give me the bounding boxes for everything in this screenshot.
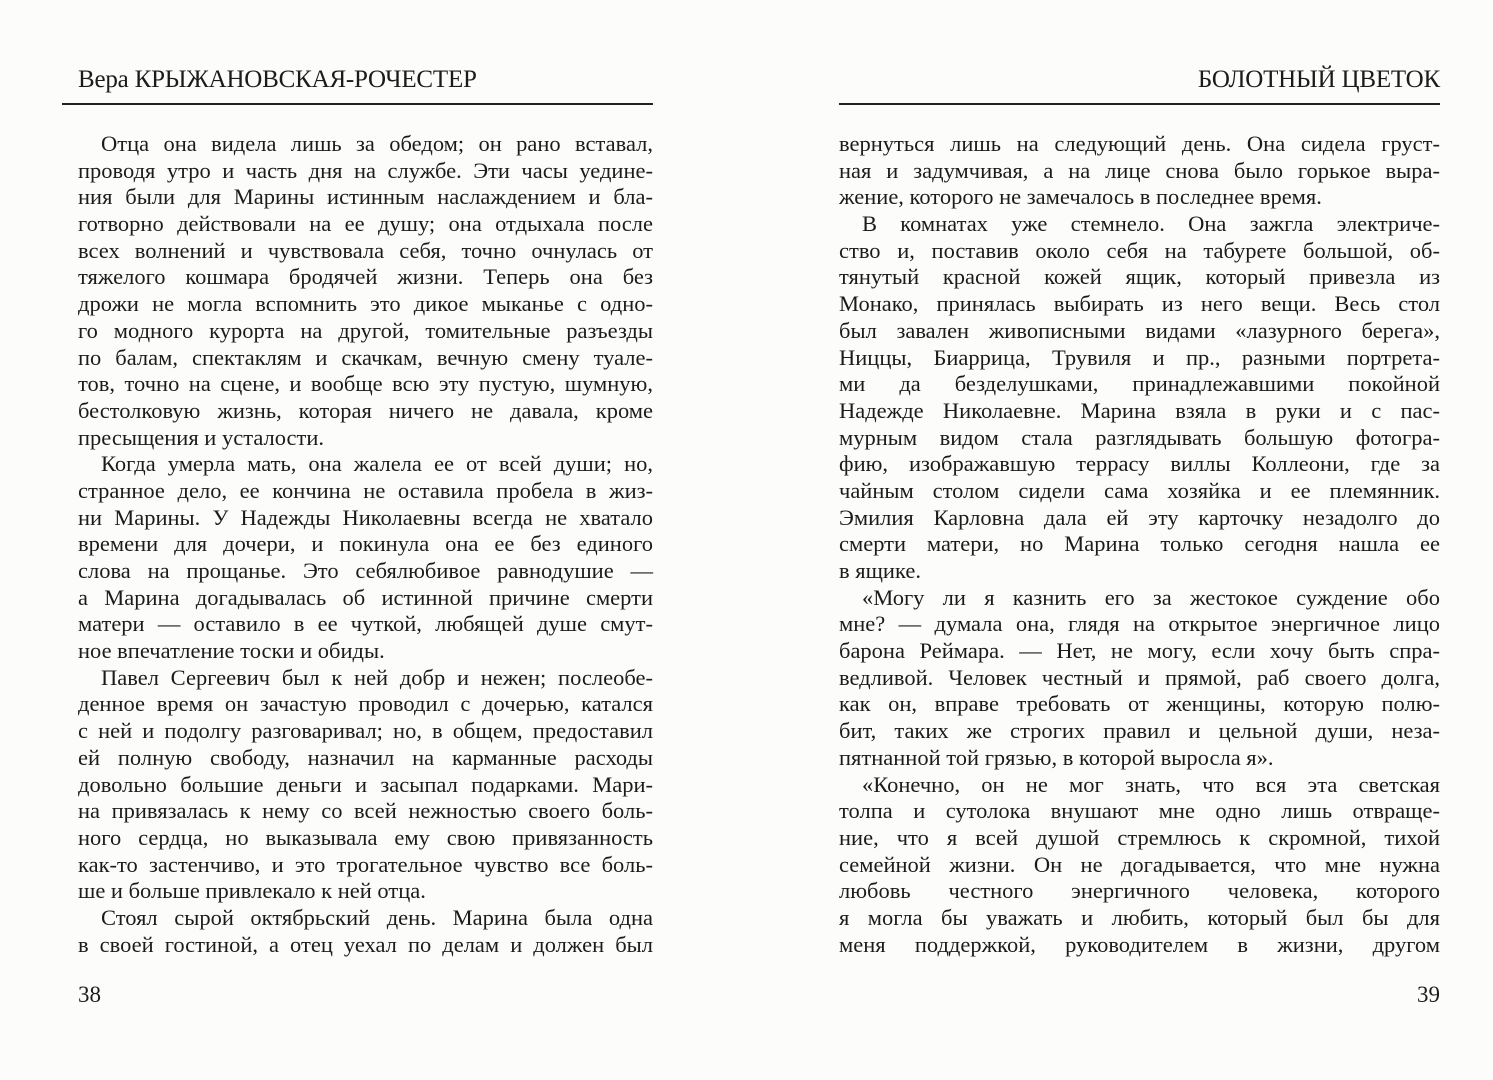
text-line: а Марина догадывалась об истинной причине смерти [78, 584, 653, 610]
text-line: мне? — думала она, глядя на открытое энергичное лицо [839, 611, 1440, 637]
text-line: был завален живописными видами «лазурного берега», [839, 317, 1440, 343]
paragraph [839, 772, 1440, 959]
text-line: всех волнений и чувствовала себя, точно очнулась от [78, 237, 653, 263]
text-line: на привязалась к нему со всей нежностью своего боль- [78, 798, 653, 824]
text-line: проводя утро и часть дня на службе. Эти часы уедине- [78, 157, 653, 183]
text-line: как-то застенчиво, и это трогательное чувство все боль- [78, 851, 653, 877]
text-line: любовь честного энергичного человека, которого [839, 878, 1440, 904]
text-line: чайным столом сидели сама хозяйка и ее племянник. [839, 477, 1440, 503]
text-line: ни Марины. У Надежды Николаевны всегда не хватало [78, 504, 653, 530]
text-line: Когда умерла мать, она жалела ее от всей души; но, [101, 451, 653, 477]
text-line: странное дело, ее кончина не оставила пробела в жиз- [78, 477, 653, 503]
text-line: дрожи не могла вспомнить это дикое мыканье с одно- [78, 291, 653, 317]
text-line: Стоял сырой октябрьский день. Марина была одна [101, 904, 653, 930]
text-line: смерти матери, но Марина только сегодня нашла ее [839, 531, 1440, 557]
text-line: Ниццы, Биаррица, Трувиля и пр., разными портрета- [839, 344, 1440, 370]
paragraph [78, 131, 653, 451]
text-line: бестолковую жизнь, которая ничего не давала, кроме [78, 397, 653, 423]
running-header-author: Вера КРЫЖАНОВСКАЯ-РОЧЕСТЕР [78, 66, 477, 93]
text-line: довольно большие деньги и засыпал подарками. Мари- [78, 771, 653, 797]
text-line: как он, вправе требовать от женщины, которую полю- [839, 691, 1440, 717]
text-line: толпа и сутолока внушают мне одно лишь отвраще- [839, 798, 1440, 824]
text-line: мурным видом стала разглядывать большую фотогра- [839, 424, 1440, 450]
text-line: Монако, принялась выбирать из него вещи. Весь стол [839, 291, 1440, 317]
page-number: 39 [1417, 982, 1440, 1007]
paragraph [839, 211, 1440, 585]
text-line: ей полную свободу, назначил на карманные расходы [78, 744, 653, 770]
paragraph [78, 905, 653, 958]
text-line: ние, что я всей душой стремлюсь к скромной, тихой [839, 824, 1440, 850]
text-line: ния были для Марины истинным наслаждением и бла- [78, 184, 653, 210]
text-line: Отца она видела лишь за обедом; он рано вставал, [101, 131, 653, 156]
header-rule [839, 103, 1440, 105]
text-line: бит, таких же строгих правил и цельной души, неза- [839, 718, 1440, 744]
text-line: ше и больше привлекало к ней отца. [78, 878, 426, 904]
text-line: я могла бы уважать и любить, который был бы для [839, 904, 1440, 930]
left-page [78, 0, 653, 1080]
text-line: ми да безделушками, принадлежавшими покойной [839, 371, 1440, 397]
text-line: «Могу ли я казнить его за жестокое суждение обо [862, 584, 1440, 610]
text-line: денное время он зачастую проводил с дочерью, катался [78, 691, 653, 717]
text-line: готворно действовали на ее душу; она отдыхала после [78, 211, 653, 237]
header-rule [62, 103, 653, 105]
paragraph [78, 451, 653, 665]
text-line: Надежде Николаевне. Марина взяла в руки и с пас- [839, 397, 1440, 423]
text-line: го модного курорта на другой, томительные разъезды [78, 317, 653, 343]
text-line: в своей гостиной, а отец уехал по делам и должен был [78, 931, 653, 957]
text-line: семейной жизни. Он не догадывается, что мне нужна [839, 851, 1440, 877]
text-line: барона Реймара. — Нет, не могу, если хочу быть спра- [839, 638, 1440, 664]
text-line: ная и задумчивая, а на лице снова было горькое выра- [839, 157, 1440, 183]
text-line: тяжелого кошмара бродячей жизни. Теперь она без [78, 264, 653, 290]
paragraph [839, 131, 1440, 211]
text-line: пятнанной той грязью, в которой выросла я». [839, 744, 1274, 770]
text-line: ное впечатление тоски и обиды. [78, 638, 385, 664]
text-line: «Конечно, он не мог знать, что вся эта светская [862, 771, 1440, 797]
text-line: по балам, спектаклям и скачкам, вечную смену туале- [78, 344, 653, 370]
text-line: фию, изображавшую террасу виллы Коллеони, где за [839, 451, 1440, 477]
text-line: слова на прощанье. Это себялюбивое равнодушие — [78, 558, 653, 583]
text-line: в ящике. [839, 558, 921, 583]
text-line: с ней и подолгу разговаривал; но, в общем, предоставил [78, 718, 653, 744]
text-line: жение, которого не замечалось в последнее время. [839, 184, 1322, 210]
right-page [839, 0, 1440, 1080]
text-line: Павел Сергеевич был к ней добр и нежен; послеобе- [101, 664, 653, 690]
paragraph [78, 665, 653, 905]
text-line: Эмилия Карловна дала ей эту карточку незадолго до [839, 504, 1440, 530]
running-header-title: БОЛОТНЫЙ ЦВЕТОК [1197, 66, 1440, 93]
text-line: матери — оставило в ее чуткой, любящей душе смут- [78, 611, 653, 637]
text-line: тов, точно на сцене, и вообще всю эту пустую, шумную, [78, 371, 653, 397]
text-line: времени для дочери, и покинула она ее без единого [78, 531, 653, 557]
paragraph [839, 585, 1440, 772]
text-line: ство и, поставив около себя на табурете большой, об- [839, 237, 1440, 263]
text-line: пресыщения и усталости. [78, 424, 325, 450]
page-body [839, 131, 1440, 958]
page-number: 38 [78, 982, 101, 1007]
text-line: В комнатах уже стемнело. Она зажгла электриче- [862, 211, 1440, 237]
text-line: меня поддержкой, руководителем в жизни, другом [839, 931, 1440, 957]
text-line: ного сердца, но выказывала ему свою привязанность [78, 824, 653, 850]
text-line: тянутый красной кожей ящик, который привезла из [839, 264, 1440, 290]
text-line: вернуться лишь на следующий день. Она сидела груст- [839, 131, 1440, 156]
page-body [78, 131, 653, 958]
text-line: ведливой. Человек честный и прямой, раб своего долга, [839, 664, 1440, 690]
